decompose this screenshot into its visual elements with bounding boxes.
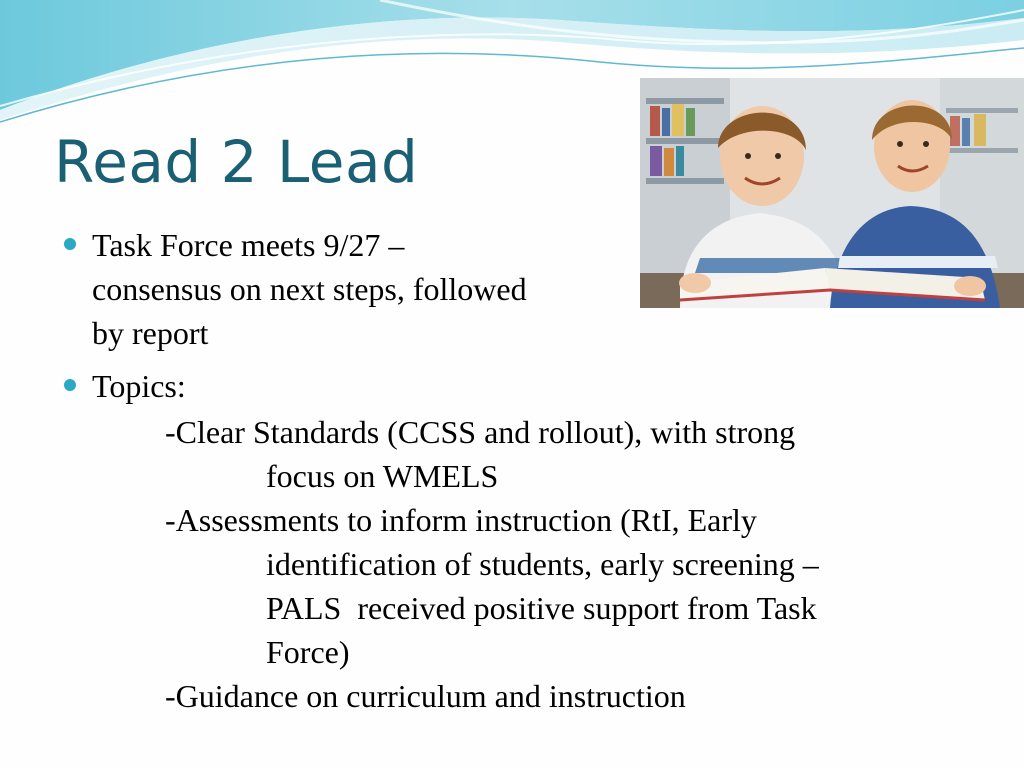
sub-topic-line: -Guidance on curriculum and instruction bbox=[165, 678, 686, 714]
slide-title: Read 2 Lead bbox=[54, 128, 419, 196]
sub-topic-line: focus on WMELS bbox=[266, 458, 499, 494]
sub-topic-line: Force) bbox=[266, 634, 350, 670]
bullet-text-line: Task Force meets 9/27 – bbox=[92, 227, 405, 263]
bullet-text-line: Topics: bbox=[92, 368, 186, 404]
two-boys-reading-book-photo bbox=[640, 78, 1024, 308]
sub-topic-line: -Clear Standards (CCSS and rollout), with strong bbox=[165, 414, 796, 450]
sub-topic-line: identification of students, early screening – bbox=[266, 546, 819, 582]
sub-topic-line: PALS received positive support from Task bbox=[266, 590, 817, 626]
bullet-text-line: consensus on next steps, followed bbox=[92, 271, 527, 307]
bullet-text-line: by report bbox=[92, 315, 209, 351]
bullet-dot bbox=[64, 379, 76, 391]
sub-topic-line: -Assessments to inform instruction (RtI, Early bbox=[165, 502, 757, 538]
bullet-dot bbox=[64, 238, 76, 250]
